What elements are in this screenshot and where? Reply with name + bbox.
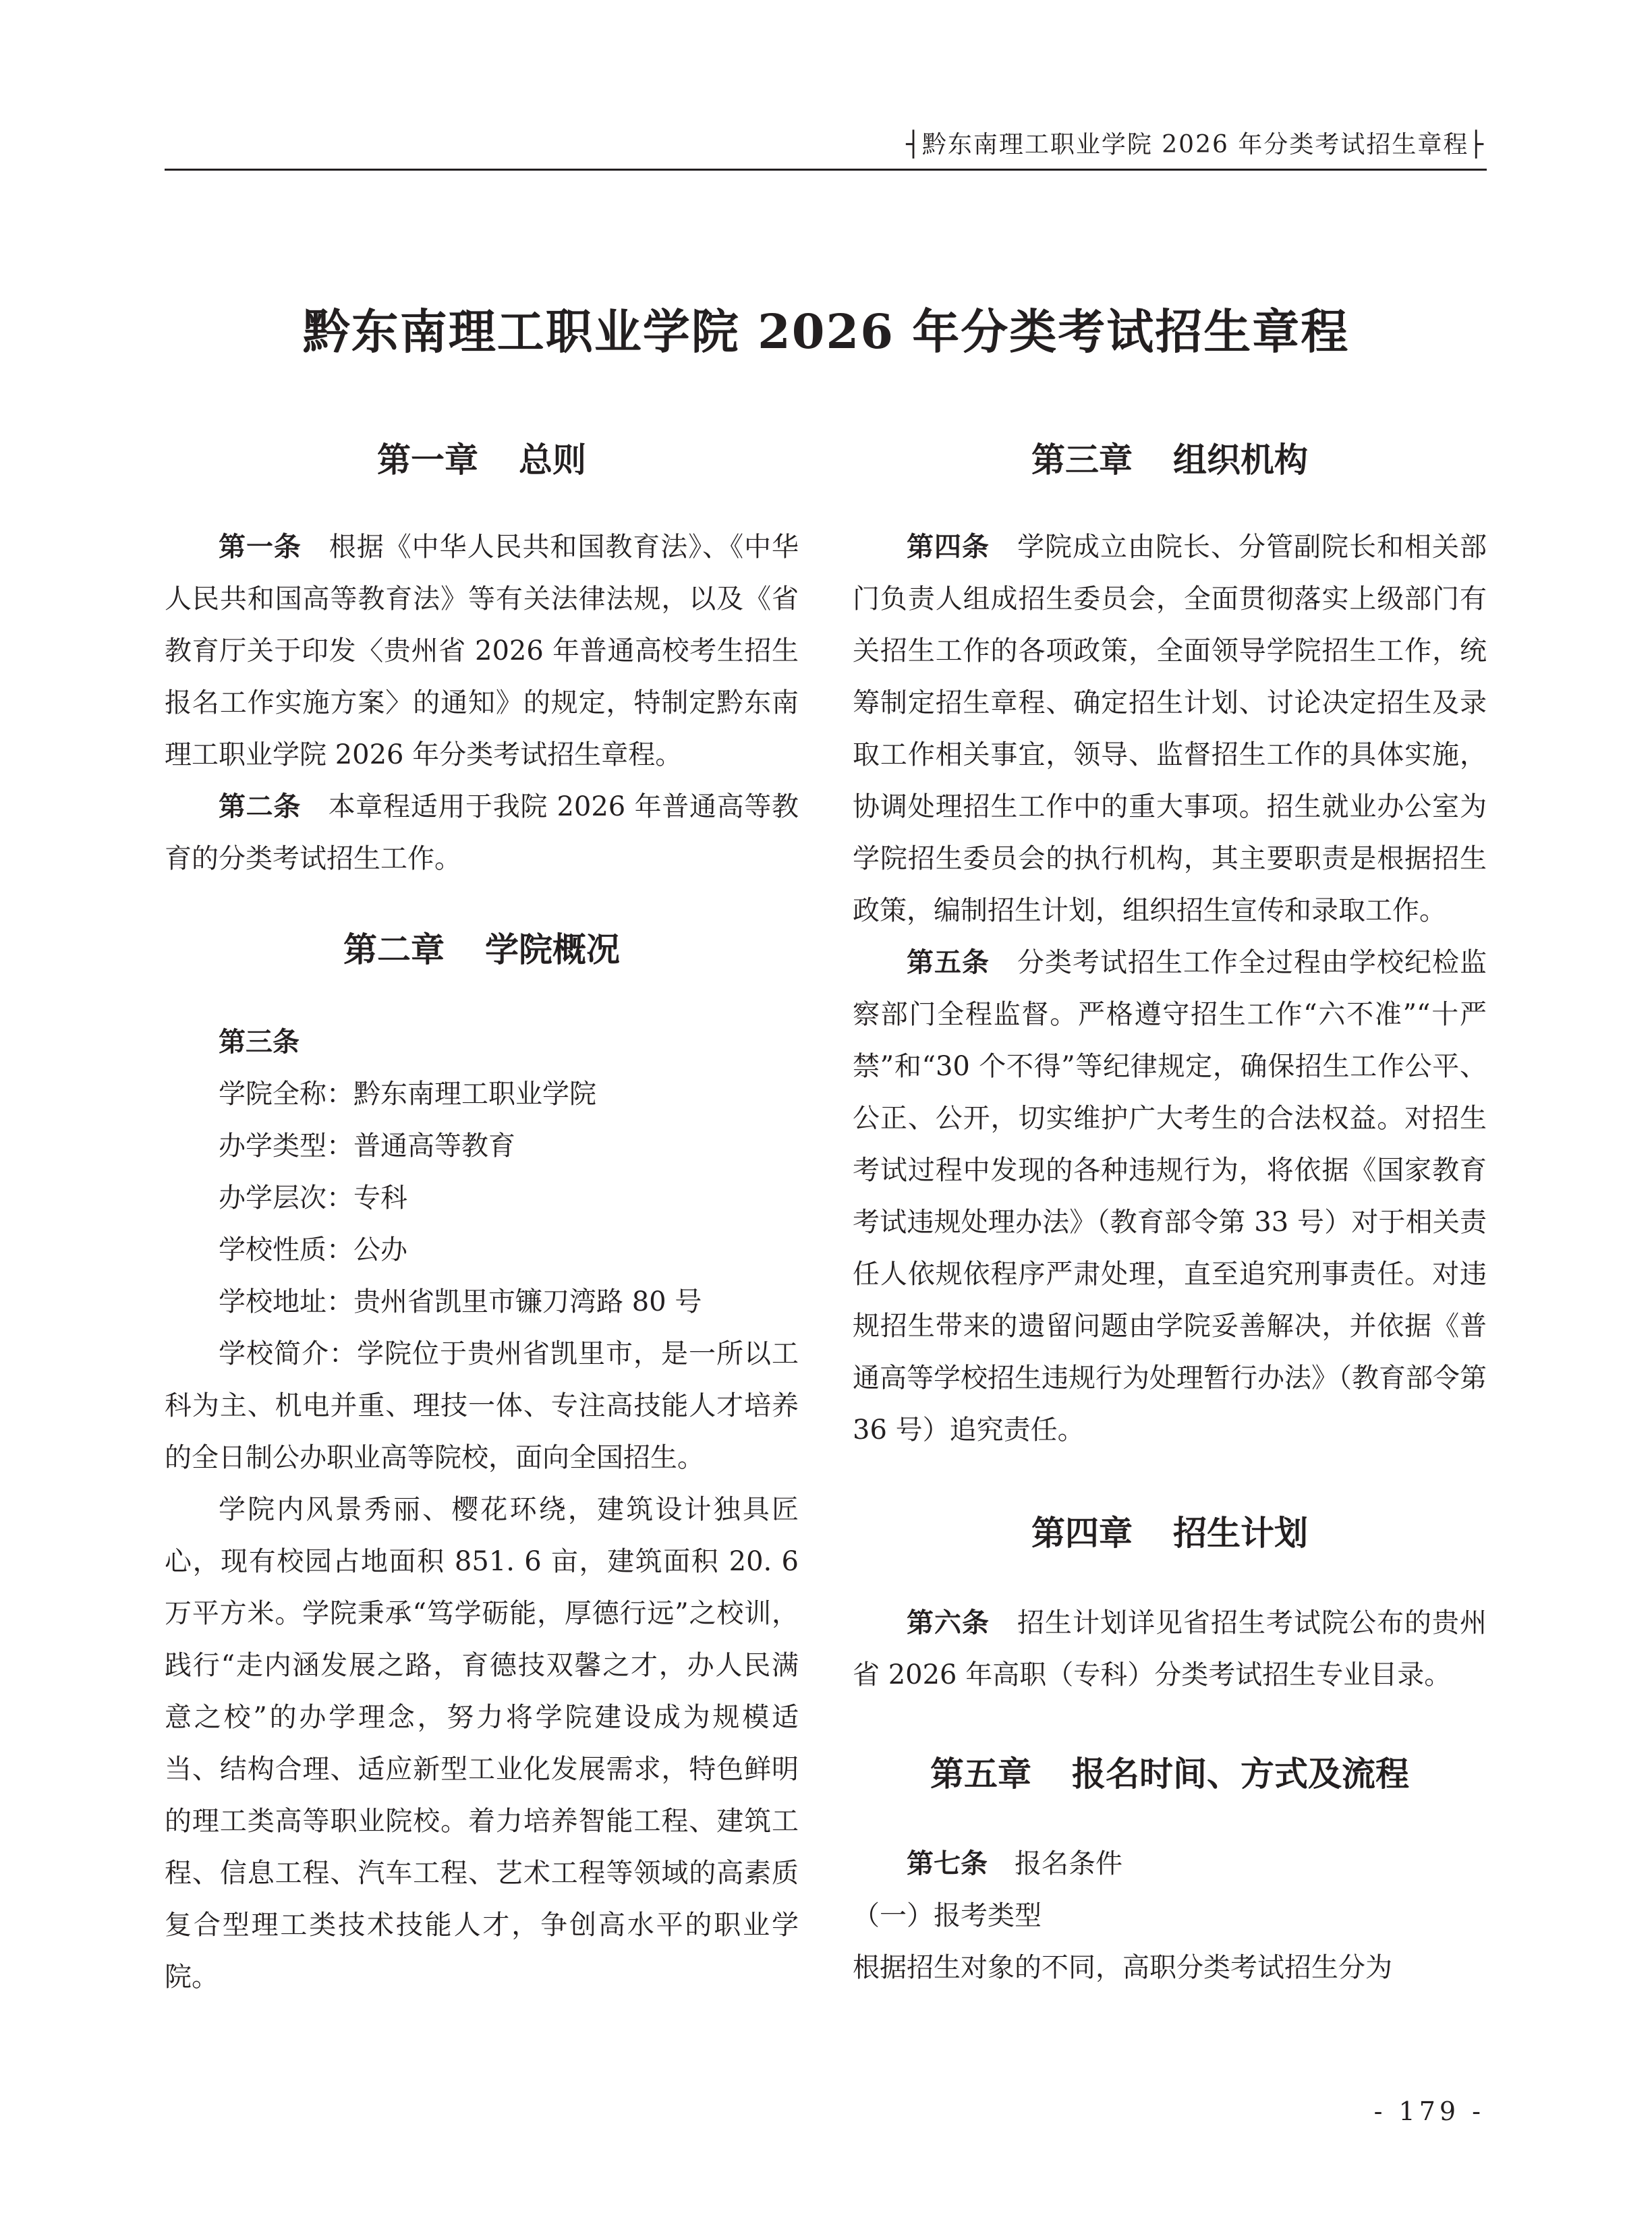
article-6-text: 招生计划详见省招生考试院公布的贵州省 2026 年高职（专科）分类考试招生专业目录。	[853, 1607, 1487, 1690]
article-2-label: 第二条	[219, 791, 302, 822]
chapter-4-name: 招生计划	[1173, 1514, 1308, 1553]
chapter-3-heading	[853, 438, 1487, 482]
left-column	[165, 438, 799, 2003]
subsection-1-text: 根据招生对象的不同，高职分类考试招生分为	[853, 1952, 1392, 1983]
article-7-text: 报名条件	[1015, 1848, 1122, 1879]
article-1-label: 第一条	[219, 532, 302, 563]
chapter-3-label: 第三章	[1031, 440, 1133, 480]
article-4-text: 学院成立由院长、分管副院长和相关部门负责人组成招生委员会，全面贯彻落实上级部门有关招生工作的各项政策，全面领导学院招生工作，统筹制定招生章程、确定招生计划、讨论决定招生及录取工作相关事宜，领导、监督招生工作的具体实施，协调处理招生工作中的重大事项。招生就业办公室为学院招生委员会的执行机构，其主要职责是根据招生政策，编制招生计划，组织招生宣传和录取工作。	[853, 532, 1487, 926]
chapter-5-name: 报名时间、方式及流程	[1072, 1754, 1409, 1794]
chapter-4-heading	[853, 1512, 1487, 1556]
article-3-label: 第三条	[219, 1027, 300, 1058]
chapter-1-label: 第一章	[377, 440, 478, 480]
article-2-text: 本章程适用于我院 2026 年普通高等教育的分类考试招生工作。	[165, 791, 799, 874]
chapter-3-name: 组织机构	[1173, 440, 1308, 480]
chapter-2-name: 学院概况	[485, 930, 620, 969]
school-intro-2: 学院内风景秀丽、樱花环绕，建筑设计独具匠心，现有校园占地面积 851. 6 亩，建筑面积 20. 6 万平方米。学院秉承“笃学砺能，厚德行远”之校训，践行“走内涵发展之路，育德技双馨之才，办人民满意之校”的办学理念，努力将学院建设成为规模适当、结构合理、适应新型工业化发展需求，特色鲜明的理工类高等职业院校。着力培养智能工程、建筑工程、信息工程、汽车工程、艺术工程等领域的高素质复合型理工类技术技能人才，争创高水平的职业学院。	[165, 1494, 799, 1993]
chapter-2-heading	[165, 928, 799, 972]
chapter-1-heading	[165, 438, 799, 482]
chapter-5-label: 第五章	[930, 1754, 1031, 1794]
chapter-5-heading	[853, 1752, 1487, 1796]
document-title: 黔东南理工职业学院 2026 年分类考试招生章程	[302, 304, 1350, 360]
school-type: 办学类型：普通高等教育	[219, 1131, 515, 1162]
article-6	[853, 1597, 1487, 1701]
school-full-name: 学院全称：黔东南理工职业学院	[219, 1079, 596, 1110]
school-intro-1: 学校简介：学院位于贵州省凯里市，是一所以工科为主、机电并重、理技一体、专注高技能人才培养的全日制公办职业高等院校，面向全国招生。	[165, 1338, 799, 1473]
article-5-text: 分类考试招生工作全过程由学校纪检监察部门全程监督。严格遵守招生工作“六不准”“十严禁”和“30 个不得”等纪律规定，确保招生工作公平、公正、公开，切实维护广大考生的合法权益。对招生考试过程中发现的各种违规行为，将依据《国家教育考试违规处理办法》（教育部令第 33 号）对于相关责任人依规依程序严肃处理，直至追究刑事责任。对违规招生带来的遗留问题由学院妥善解决，并依据《普通高等学校招生违规行为处理暂行办法》（教育部令第 36 号）追究责任。	[853, 947, 1487, 1446]
school-nature: 学校性质：公办	[219, 1234, 407, 1265]
chapter-4-label: 第四章	[1031, 1514, 1133, 1553]
right-column	[853, 438, 1487, 1994]
header-rule	[165, 169, 1487, 171]
chapter-1-name: 总则	[519, 440, 586, 480]
school-level: 办学层次：专科	[219, 1182, 407, 1214]
subsection-1-heading: （一）报考类型	[853, 1900, 1042, 1931]
article-1-text: 根据《中华人民共和国教育法》、《中华人民共和国高等教育法》等有关法律法规，以及《省教育厅关于印发〈贵州省 2026 年普通高校考生招生报名工作实施方案〉的通知》的规定，特制定黔东南理工职业学院 2026 年分类考试招生章程。	[165, 532, 799, 770]
running-header: ┤黔东南理工职业学院 2026 年分类考试招生章程├	[906, 131, 1485, 159]
article-1	[165, 521, 799, 781]
chapter-2-label: 第二章	[343, 930, 445, 969]
article-7-label: 第七条	[907, 1848, 988, 1879]
article-5-label: 第五条	[907, 947, 990, 978]
article-3	[165, 1017, 799, 1068]
article-7	[853, 1838, 1487, 1890]
article-4-label: 第四条	[907, 532, 990, 563]
school-address: 学校地址：贵州省凯里市镰刀湾路 80 号	[219, 1286, 702, 1317]
article-4	[853, 521, 1487, 937]
article-6-label: 第六条	[907, 1607, 990, 1638]
page-number: - 179 -	[1373, 2096, 1485, 2126]
article-5	[853, 937, 1487, 1456]
article-2	[165, 781, 799, 885]
